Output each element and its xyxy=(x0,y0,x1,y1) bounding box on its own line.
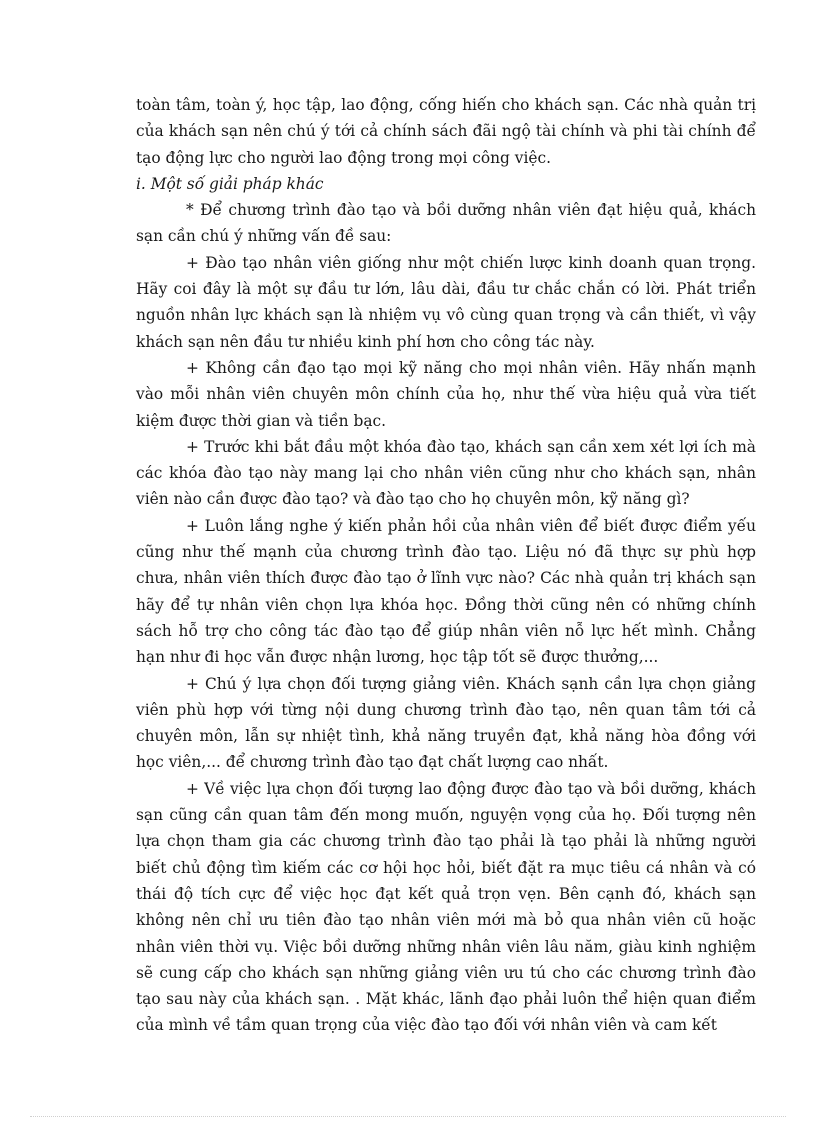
paragraph-overview: * Để chương trình đào tạo và bồi dưỡng nhân viên đạt hiệu quả, khách sạn cần chú ý những vấn đề sau: xyxy=(136,201,756,246)
page-bottom-divider xyxy=(30,1116,786,1117)
document-page xyxy=(136,92,756,1039)
section-heading: i. Một số giải pháp khác xyxy=(136,174,324,193)
paragraph-feedback: + Luôn lắng nghe ý kiến phản hồi của nhân viên để biết được điểm yếu cũng như thế mạnh của chương trình đào tạo. Liệu nó đã thực sự phù hợp chưa, nhân viên thích được đào tạo ở lĩnh vực nào? Các nhà quản trị khách sạn hãy để tự nhân viên chọn lựa khóa học. Đồng thời cũng nên có những chính sách hỗ trợ cho công tác đào tạo để giúp nhân viên nỗ lực hết mình. Chẳng hạn như đi học vẫn được nhận lương, học tập tốt sẽ được thưởng,... xyxy=(136,516,756,667)
paragraph-skills: + Không cần đạo tạo mọi kỹ năng cho mọi nhân viên. Hãy nhấn mạnh vào mỗi nhân viên chuyên môn chính của họ, như thế vừa hiệu quả vừa tiết kiệm được thời gian và tiền bạc. xyxy=(136,358,756,430)
paragraph-instructors: + Chú ý lựa chọn đối tượng giảng viên. Khách sạnh cần lựa chọn giảng viên phù hợp với từng nội dung chương trình đào tạo, nên quan tâm tới cả chuyên môn, lẫn sự nhiệt tình, khả năng truyền đạt, khả năng hòa đồng với học viên,... để chương trình đào tạo đạt chất lượng cao nhất. xyxy=(136,674,756,772)
paragraph-trainees: + Về việc lựa chọn đối tượng lao động được đào tạo và bồi dưỡng, khách sạn cũng cần quan tâm đến mong muốn, nguyện vọng của họ. Đối tượng nên lựa chọn tham gia các chương trình đào tạo phải là tạo phải là những người biết chủ động tìm kiếm các cơ hội học hỏi, biết đặt ra mục tiêu cá nhân và có thái độ tích cực để việc học đạt kết quả trọn vẹn. Bên cạnh đó, khách sạn không nên chỉ ưu tiên đào tạo nhân viên mới mà bỏ qua nhân viên cũ hoặc nhân viên thời vụ. Việc bồi dưỡng những nhân viên lâu năm, giàu kinh nghiệm sẽ cung cấp cho khách sạn những giảng viên ưu tú cho các chương trình đào tạo sau này của khách sạn. . Mặt khác, lãnh đạo phải luôn thể hiện quan điểm của mình về tầm quan trọng của việc đào tạo đối với nhân viên và cam kết xyxy=(136,779,756,1035)
paragraph-intro: toàn tâm, toàn ý, học tập, lao động, cống hiến cho khách sạn. Các nhà quản trị của khách sạn nên chú ý tới cả chính sách đãi ngộ tài chính và phi tài chính để tạo động lực cho người lao động trong mọi công việc. xyxy=(136,96,756,167)
paragraph-strategy: + Đào tạo nhân viên giống như một chiến lược kinh doanh quan trọng. Hãy coi đây là một sự đầu tư lớn, lâu dài, đầu tư chắc chắn có lời. Phát triển nguồn nhân lực khách sạn là nhiệm vụ vô cùng quan trọng và cần thiết, vì vậy khách sạn nên đầu tư nhiều kinh phí hơn cho công tác này. xyxy=(136,253,756,351)
paragraph-benefits: + Trước khi bắt đầu một khóa đào tạo, khách sạn cần xem xét lợi ích mà các khóa đào tạo này mang lại cho nhân viên cũng như cho khách sạn, nhân viên nào cần được đào tạo? và đào tạo cho họ chuyên môn, kỹ năng gì? xyxy=(136,437,756,509)
